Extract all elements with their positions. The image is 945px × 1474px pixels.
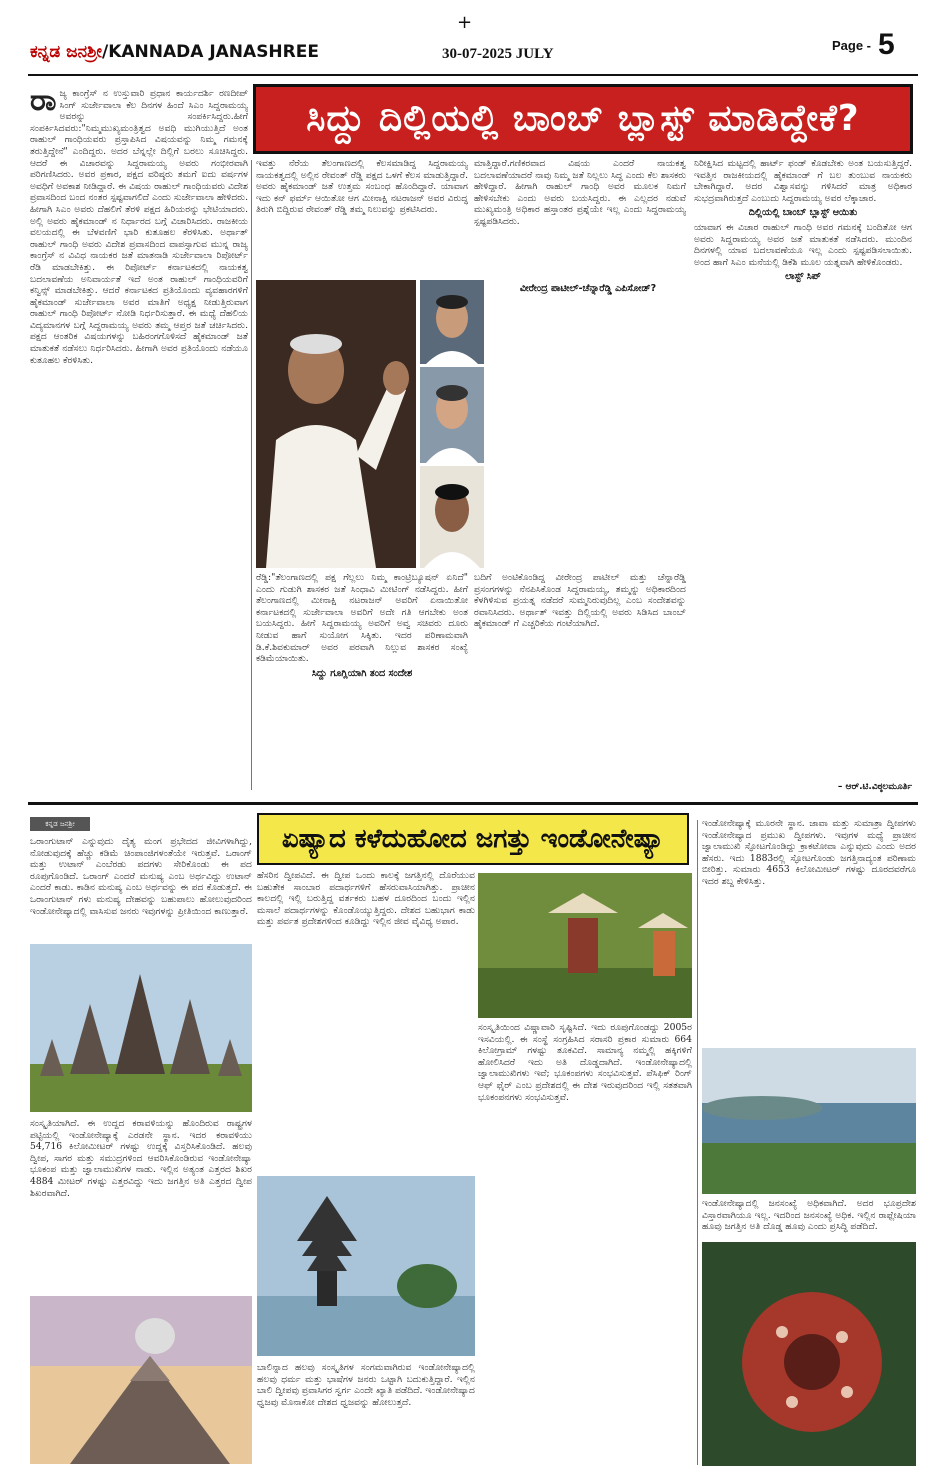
story2-col1-text: ಒರಾಂಗುಟಾನ್ ಎನ್ನುವುದು ದೈತ್ಯ ಮಂಗ ಪ್ರಭೇದದ ಜೀವಿಗಳಾಗಿದ್ದು, ನೋಡುವುದಕ್ಕೆ ಹೆಚ್ಚು ಕಡಿಮೆ ಚಿಂಪಾಂಜಿಗಳಂತೆಯೇ ಇರುತ್ತವೆ. ಒರಾಂಗ್ ಮತ್ತು ಉಟಾನ್ ಎಂಬೆರಡು ಪದಗಳು ಸೇರಿಕೊಂಡು ಈ ಪದ ರೂಪುಗೊಂಡಿದೆ. ಒರಾಂಗ್ ಎಂದರೆ ಮನುಷ್ಯ ಎಂಬ ಅರ್ಥವಿದ್ದು ಉಟಾನ್ ಎಂದರೆ ಕಾಡು. ಕಾಡಿನ ಮನುಷ್ಯ ಎಂಬ ಅರ್ಥವನ್ನು ಈ ಪದ ಕೊಡುತ್ತದೆ. ಈ ಒರಾಂಗುಟಾನ್ ಗಳು ಮನುಷ್ಯ ದೇಹವನ್ನು ಬಹುಪಾಲು ಹೋಲುವುದರಿಂದ ಇಂಡೋನೇಷ್ಯಾದಲ್ಲಿ ವಾಸಿಸುವ ಜನರು ಇವುಗಳನ್ನು ಪ್ರೀತಿಯಿಂದ ಕಾಣುತ್ತಾರೆ. [30,836,252,917]
story1-col4b-text: ಯಾವಾಗ ಈ ವಿಚಾರ ರಾಹುಲ್ ಗಾಂಧಿ ಅವರ ಗಮನಕ್ಕೆ ಬಂದಿತೋ ಆಗ ಅವರು ಸಿದ್ದರಾಮಯ್ಯ ಅವರ ಜತೆ ಮಾತುಕತೆ ನಡೆಸಿದರು. ಮುಂದಿನ ದಿನಗಳಲ್ಲಿ ಯಾವ ಬದಲಾವಣೆಯೂ ಇಲ್ಲ ಎಂದು ಸ್ಪಷ್ಟಪಡಿಸಲಾಯಿತು. ಅಂದ ಹಾಗೆ ಸಿಎಂ ಮನೆಯಲ್ಲಿ ಡಿಕೆಶಿ ಮೂಲ ಯತ್ನವಾಗಿ ಹೇಳಿಕೊಂಡರು. [694,221,912,268]
rafflesia-flower-photo [702,1242,916,1466]
story1-col2-text: ಇವತ್ತು ನೆರೆಯ ತೆಲಂಗಾಣದಲ್ಲಿ ಕೆಲಸಮಾಡಿದ್ದ ಸಿದ್ದರಾಮಯ್ಯ ನಾಯಕತ್ವದಲ್ಲಿ ಅಲ್ಲಿನ ರೇವಂತ್ ರೆಡ್ಡಿ ಪಕ್ಷದ ಒಳಗೆ ಕೆಲಸ ಮಾಡುತ್ತಿದ್ದಾರೆ. ಅವರು ಹೈಕಮಾಂಡ್ ಜತೆ ಉತ್ತಮ ಸಂಬಂಧ ಹೊಂದಿದ್ದಾರೆ. ಯಾವಾಗ ಇದು ಕನ್ ಫರ್ಮ್ ಆಯಿತೋ ಆಗ ಮೀನಾಕ್ಷಿ ನಟರಾಜನ್ ಅವರ ವಿರುದ್ಧ ತಿರುಗಿ ಬಿದ್ದಿರುವ ರೇವಂತ್ ರೆಡ್ಡಿ ತಮ್ಮ ನಿಲುವನ್ನು ಪ್ರಕಟಿಸಿದರು. [256,158,468,216]
story1-col2b-text: ರೆಡ್ಡಿ:"ತೆಲಂಗಾಣದಲ್ಲಿ ಪಕ್ಷ ಗೆಲ್ಲಲು ನಿಮ್ಮ ಕಾಂಟ್ರಿಬ್ಯೂಷನ್ ಏನಿದೆ" ಎಂದು ಗುಡುಗಿ ಶಾಸಕರ ಜತೆ ಸಿಂಧಾವಿ ಮೀಟಿಂಗ್ ನಡೆಸಿದ್ದರು. ಹೀಗೆ ತೆಲಂಗಾಣದಲ್ಲಿ ಮೀನಾಕ್ಷಿ ನಟರಾಜನ್ ಅವರಿಗೆ ಏನಾಯಿತೋ ಕರ್ನಾಟಕದಲ್ಲಿ ಸುರ್ಜೇವಾಲಾ ಅವರಿಗೆ ಅದೇ ಗತಿ ಆಗಬೇಕು ಅಂತ ಬಯಸಿದ್ದರು. ಹೀಗೆ ಸಿದ್ದರಾಮಯ್ಯ ಅವರಿಗೆ ಅವ್ವ ಸಚಿವರು ದೂರು ನೀಡುವ ಹಾಗೆ ಸುಯೋಗ ಸಿಕ್ಕಿತು. ಇದರ ಪರಿಣಾಮವಾಗಿ ಡಿ.ಕೆ.ಶಿವಕುಮಾರ್ ಅವರ ಪರವಾಗಿ ನಿಲ್ಲುವ ಶಾಸಕರ ಸಂಖ್ಯೆ ಕಡಿಮೆಯಾಯಿತು. [256,572,468,665]
rahul-gandhi-photo [420,367,484,463]
story1-col1-text: ಜ್ಯ ಕಾಂಗ್ರೆಸ್ ನ ಉಸ್ತುವಾರಿ ಪ್ರಧಾನ ಕಾರ್ಯದರ್ಶಿ ರಣದೀಪ್ ಸಿಂಗ್ ಸುರ್ಜೇವಾಲಾ ಕೆಲ ದಿನಗಳ ಹಿಂದೆ ಸಿಎಂ ಸಿದ್ದರಾಮಯ್ಯ ಅವರನ್ನು ಸಂಪರ್ಕಿಸಿದ್ದರು.ಹೀಗೆ ಸಂಪರ್ಕಿಸಿದವರು:"ನಿಮ್ಮಮುಖ್ಯಮಂತ್ರಿತ್ವದ ಅವಧಿ ಮುಗಿಯುತ್ತಿದೆ ಅಂತ ರಾಹುಲ್ ಗಾಂಧಿಯವರು ಪ್ರಸ್ತಾಪಿಸಿದ ವಿಷಯವನ್ನು ನಿಮ್ಮ ಗಮನಕ್ಕೆ ತರುತ್ತಿದ್ದೇನೆ" ಎಂದಿದ್ದರು. ಅದರ ಬೆನ್ನಲ್ಲೇ ದಿಲ್ಲಿಗೆ ಬರಲು ಸೂಚಿಸಿದ್ದರು. ಆದರೆ ಈ ವಿಚಾರವನ್ನು ಸಿದ್ದರಾಮಯ್ಯ ಅವರು ಗಂಭೀರವಾಗಿ ಪರಿಗಣಿಸಿದರು. ಅವರ ಪ್ರಕಾರ, ಪಕ್ಷದ ವರಿಷ್ಠರು ತಮಗೆ ಐದು ವರ್ಷಗಳ ಅವಧಿಗೆ ಅವಕಾಶ ನೀಡಿದ್ದಾರೆ. ಈ ವಿಷಯ ರಾಹುಲ್ ಗಾಂಧಿಯವರು ವಿದೇಶ ಪ್ರವಾಸದಿಂದ ಬಂದ ನಂತರ ಸ್ಪಷ್ಟವಾಗಲಿದೆ ಎಂದು ಸುರ್ಜೇವಾಲಾ ಹೇಳಿದರು. ಹೀಗಾಗಿ ಸಿಎಂ ಅವರು ದೆಹಲಿಗೆ ತೆರಳಿ ಪಕ್ಷದ ಹಿರಿಯರನ್ನು ಭೇಟಿಯಾದರು. ಅಲ್ಲಿ ಅವರು ಹೈಕಮಾಂಡ್ ನ ನಿರ್ಧಾರದ ಬಗ್ಗೆ ವಿಚಾರಿಸಿದರು. ರಾಜಕೀಯ ವಲಯದಲ್ಲಿ ಈ ಬೆಳವಣಿಗೆ ಭಾರಿ ಕುತೂಹಲ ಕೆರಳಿಸಿತು. ಅರ್ಥಾತ್ ರಾಹುಲ್ ಗಾಂಧಿ ಅವರು ವಿದೇಶ ಪ್ರವಾಸದಿಂದ ವಾಪಸ್ಸಾಗುವ ಮುನ್ನ ರಾಜ್ಯ ಕಾಂಗ್ರೆಸ್ ನ ವಿವಿಧ ನಾಯಕರ ಜತೆ ಮಾತನಾಡಿ ಸುರ್ಜೇವಾಲಾ ರಿಪೋರ್ಟ್ ರೆಡಿ ಮಾಡಬೇಕಿತ್ತು. ಈ ರಿಪೋರ್ಟ್ ಕರ್ನಾಟಕದಲ್ಲಿ ನಾಯಕತ್ವ ಬದಲಾವಣೆಯ ಅನಿವಾರ್ಯತೆ ಇದೆ ಅಂತ ರಾಹುಲ್ ಗಾಂಧಿಯವರಿಗೆ ಕನ್ವಿನ್ಸ್ ಮಾಡಬೇಕಿತ್ತು. ಆದರೆ ಕರ್ನಾಟಕದ ಪ್ರತಿಯೊಂದು ವ್ಯವಹಾರಗಳಿಗೆ ಹೈಕಮಾಂಡ್ ಸುರ್ಜೇವಾಲಾ ಅವರ ಮಾತಿಗೆ ಅಧ್ಯಕ್ಷ ನೀಡುತ್ತಿರುವಾಗ ರಾಹುಲ್ ಗಾಂಧಿ ರಿಪೋರ್ಟ್ ನೋಡಿ ನಿರ್ಧರಿಸುತ್ತಾರೆ. ಈ ಮಧ್ಯೆ ದೆಹಲಿಯ ವಿದ್ಯಮಾನಗಳ ಬಗ್ಗೆ ಸಿದ್ದರಾಮಯ್ಯ ಅವರು ತಮ್ಮ ಆಪ್ತರ ಜತೆ ಚರ್ಚಿಸಿದರು. ಪಕ್ಷದ ಆಂತರಿಕ ವಿಷಯಗಳನ್ನು ಬಹಿರಂಗಗೊಳಿಸದೆ ಹೈಕಮಾಂಡ್ ಜತೆ ಮಾತುಕತೆ ನಡೆಸಲು ನಿರ್ಧರಿಸಿದರು. ಹೀಗಾಗಿ ಅವರ ಪ್ರತಿಯೊಂದು ನಡೆಯೂ ಕುತೂಹಲ ಕೆರಳಿಸಿತು. [30,88,248,366]
page-label: Page - [832,38,872,53]
story2-column-3 [478,1022,692,1466]
story2-col1b-text: ಸಂಸ್ಕೃತಿಯಾಗಿದೆ. ಈ ಉದ್ದದ ಕರಾವಳಿಯನ್ನು ಹೊಂದಿರುವ ರಾಷ್ಟ್ರಗಳ ಪಟ್ಟಿಯಲ್ಲಿ ಇಂಡೋನೇಷ್ಯಾಕ್ಕೆ ಎರಡನೇ ಸ್ಥಾನ. ಇದರ ಕರಾವಳಿಯು 54,716 ಕಿಲೋಮೀಟರ್ ಗಳಷ್ಟು ಉದ್ದಕ್ಕೆ ವಿಸ್ತರಿಸಿಕೊಂಡಿದೆ. ಹಲವು ದ್ವೀಪ, ಸಾಗರ ಮತ್ತು ಸಮುದ್ರಗಳಿಂದ ಆವರಿಸಿಕೊಂಡಿರುವ ಇಂಡೋನೇಷ್ಯಾ ಭೂಕಂಪ ಮತ್ತು ಜ್ವಾಲಾಮುಖಿಗಳ ನಾಡು. ಇಲ್ಲಿನ ಅತ್ಯಂತ ಎತ್ತರದ ಶಿಖರ 4884 ಮೀಟರ್ ಗಳಷ್ಟು ಎತ್ತರವಿದ್ದು ಇದು ಜಗತ್ತಿನ ಅತಿ ಎತ್ತರದ ದ್ವೀಪ ಶಿಖರವಾಗಿದೆ. [30,1118,252,1199]
story1-column-3b [474,572,686,794]
story2-column-1b [30,1118,252,1290]
story2-column-2b [257,1362,475,1466]
logo-english: /KANNADA JANASHREE [101,42,319,62]
drop-cap: ರಾ [30,88,57,118]
story1-column-4 [694,158,912,798]
registration-mark: + [457,12,473,33]
story1-column-2 [256,158,468,276]
story2-col4b-text: ಇಂಡೋನೇಷ್ಯಾದಲ್ಲಿ ಜನಸಂಖ್ಯೆ ಅಧಿಕವಾಗಿದೆ. ಅದರ ಭೂಪ್ರದೇಶ ವಿಸ್ತಾರವಾಗಿಯೂ ಇಲ್ಲ. ಇದರಿಂದ ಜನಸಂಖ್ಯೆ ಅಧಿಕ. ಇಲ್ಲಿನ ರಾಫ್ಲೇಷಿಯಾ ಹೂವು ಜಗತ್ತಿನ ಅತಿ ದೊಡ್ಡ ಹೂವು ಎಂದು ಪ್ರಸಿದ್ಧಿ ಪಡೆದಿದೆ. [702,1198,916,1233]
issue-date: 30-07-2025 JULY [442,46,554,62]
story1-column-1 [30,88,248,788]
story2-column-4b [702,1198,916,1238]
subheading-last-sip: ಲಾಸ್ಟ್ ಸಿಪ್ [785,271,821,283]
story2-column-4 [702,818,916,1044]
subheading-googly: ಸಿದ್ದು ಗೂಗ್ಲಿಯಾಗಿ ತಂದ ಸಂದೇಶ [311,667,413,679]
story2-column-2 [257,870,475,1170]
story2-column-1 [30,836,252,940]
column-rule [697,820,698,1465]
story2-col2-text: ಹೆಸರಿನ ದ್ವೀಪವಿದೆ. ಈ ದ್ವೀಪ ಒಂದು ಕಾಲಕ್ಕೆ ಜಗತ್ತಿನಲ್ಲಿ ದೊರೆಯುವ ಬಹುತೇಕ ಸಾಂಬಾರ ಪದಾರ್ಥಗಳಿಗೆ ಹೆಸರುವಾಸಿಯಾಗಿತ್ತು. ಪ್ರಾಚೀನ ಕಾಲದಲ್ಲಿ ಇಲ್ಲಿ ಬರುತ್ತಿದ್ದ ವರ್ತಕರು ಬಹಳ ದೂರದಿಂದ ಬಂದು ಇಲ್ಲಿನ ಮಸಾಲೆ ಪದಾರ್ಥಗಳನ್ನು ಕೊಂಡೊಯ್ಯುತ್ತಿದ್ದರು. ದೇಶದ ಬಹುಭಾಗ ಕಾಡು ಮತ್ತು ಪರ್ವತ ಪ್ರದೇಶಗಳಿಂದ ಕೂಡಿದ್ದು ಇಲ್ಲಿನ ಜೀವ ವೈವಿಧ್ಯ ಅಪಾರ. [257,870,475,928]
logo-kannada: ಕನ್ನಡ ಜನಶ್ರೀ [30,42,102,62]
lake-toba-photo [702,1048,916,1194]
masthead [30,28,920,72]
story2-col2b-text: ಬಾಲಿನ್ನಾದ ಹಲವು ಸಂಸ್ಕೃತಿಗಳ ಸಂಗಮವಾಗಿರುವ ಇಂಡೋನೇಷ್ಯಾದಲ್ಲಿ ಹಲವು ಧರ್ಮ ಮತ್ತು ಭಾಷೆಗಳ ಜನರು ಒಟ್ಟಾಗಿ ಬದುಕುತ್ತಿದ್ದಾರೆ. ಇಲ್ಲಿನ ಬಾಲಿ ದ್ವೀಪವು ಪ್ರವಾಸಿಗರ ಸ್ವರ್ಗ ಎಂದೇ ಖ್ಯಾತಿ ಪಡೆದಿದೆ. ಇಂಡೋನೇಷ್ಯಾದ ಧ್ವಜವು ಮೊನಾಕೋ ದೇಶದ ಧ್ವಜವನ್ನು ಹೋಲುತ್ತದೆ. [257,1362,475,1408]
surjewala-photo [420,280,484,364]
story2-headline: ಏಷ್ಯಾದ ಕಳೆದುಹೋದ ಜಗತ್ತು ಇಂಡೋನೇಷ್ಯಾ [257,813,689,865]
story1-column-3 [474,158,686,276]
story1-column-2b [256,572,468,794]
subheading-delhi-bomb: ದಿಲ್ಲಿಯಲ್ಲಿ ಬಾಂಬ್ ಬ್ಲಾಸ್ಟ್ ಆಯಿತು [748,207,858,219]
volcano-photo [30,1296,252,1464]
siddaramaiah-photo [256,280,416,568]
masthead-logo [30,42,319,62]
bali-temple-photo [257,1176,475,1356]
column-rule [251,160,252,790]
story2-col4-text: ಇಂಡೋನೇಷ್ಯಾಕ್ಕೆ ಮೂರನೇ ಸ್ಥಾನ. ಜಾವಾ ಮತ್ತು ಸುಮಾತ್ರಾ ದ್ವೀಪಗಳು ಇಂಡೋನೇಷ್ಯಾದ ಪ್ರಮುಖ ದ್ವೀಪಗಳು. ಇವುಗಳ ಮಧ್ಯೆ ಪ್ರಾಚೀನ ಜ್ವಾಲಾಮುಖಿ ಸ್ಫೋಟಗೊಂಡಿದ್ದು ಕ್ರಾಕಟೋವಾ ಎನ್ನುವುದು ಎಂದು ಅದರ ಹೆಸರು. ಇದು 1883ರಲ್ಲಿ ಸ್ಫೋಟಗೊಂಡು ಜಗತ್ತಿನಾದ್ಯಂತ ಪರಿಣಾಮ ಬೀರಿತ್ತು. ಸುಮಾರು 4653 ಕಿಲೋಮೀಟರ್ ಗಳಷ್ಟು ದೂರದವರೆಗೂ ಇದರ ಶಬ್ದ ಕೇಳಿಸಿತ್ತು. [702,818,916,887]
story1-col3b-text: ಬದಿಗೆ ಅಂಟಿಕೊಂಡಿದ್ದ ವೀರೇಂದ್ರ ಪಾಟೀಲ್ ಮತ್ತು ಚೆನ್ನಾರೆಡ್ಡಿ ಪ್ರಸಂಗಗಳನ್ನು ನೆನಪಿಸಿಕೊಂಡ ಸಿದ್ದರಾಮಯ್ಯ, ತಮ್ಮನ್ನು ಅಧಿಕಾರದಿಂದ ಕೆಳಗಿಳಿಸುವ ಪ್ರಯತ್ನ ನಡೆದರೆ ಸುಮ್ಮನಿರುವುದಿಲ್ಲ ಎಂಬ ಸಂದೇಶವನ್ನು ರವಾನಿಸಿದರು. ಅರ್ಥಾತ್ ಇವತ್ತು ದಿಲ್ಲಿಯಲ್ಲಿ ಅವರು ಸಿಡಿಸಿದ ಬಾಂಬ್ ಹೈಕಮಾಂಡ್ ಗೆ ಎಚ್ಚರಿಕೆಯ ಗಂಟೆಯಾಗಿದೆ. [474,572,686,630]
story1-column-3-upper [488,280,688,565]
prambanan-temple-photo [30,944,252,1112]
story-divider [28,802,918,805]
story1-col3-text: ಮಾತ್ತಿದ್ದಾರೆ.ಗಣಿಕರವಾದ ವಿಷಯ ಎಂದರೆ ನಾಯಕತ್ವ ಬದಲಾವಣೆಯಾದರೆ ನಾವು ನಿಮ್ಮ ಜತೆ ನಿಲ್ಲಲು ಸಿದ್ಧ ಎಂದು ಕೆಲ ಶಾಸಕರು ಹೇಳಿದ್ದಾರೆ. ಹೀಗಾಗಿ ರಾಹುಲ್ ಗಾಂಧಿ ಅವರ ಮೂಲಕ ನಿಮಗೆ ಹೇಳಿಸಬೇಕು ಎಂದು ಅವರು ಬಯಸಿದ್ದರು. ಈ ಎಲ್ಲದರ ನಡುವೆ ಮುಖ್ಯಮಂತ್ರಿ ಅಧಿಕಾರ ಹಸ್ತಾಂತರ ಪ್ರಶ್ನೆಯೇ ಇಲ್ಲ ಎಂದು ಸಿದ್ದರಾಮಯ್ಯ ಸ್ಪಷ್ಟಪಡಿಸಿದರು. [474,158,686,227]
dk-shivakumar-photo [420,466,484,568]
rice-farmers-photo [478,873,692,1018]
story1-byline: – ಆರ್.ಟಿ.ವಿಠ್ಠಲಮೂರ್ತಿ [837,782,912,792]
story1-headline: ಸಿದ್ದು ದಿಲ್ಲಿಯಲ್ಲಿ ಬಾಂಬ್ ಬ್ಲಾಸ್ಟ್ ಮಾಡಿದ್ದೇಕೆ? [253,84,913,154]
section-tag: ಕನ್ನಡ ಜನಶ್ರೀ [30,817,90,831]
subheading-veerendra-patil: ವೀರೇಂದ್ರ ಪಾಟೀಲ್-ಚೆನ್ನಾರೆಡ್ಡಿ ಎಪಿಸೋಡ್? [519,283,657,294]
story2-col3-text: ಸಂಸ್ಕೃತಿಯಿಂದ ವಿಷ್ಣಾವಾರಿ ಸೃಷ್ಟಿಸಿದೆ. ಇದು ರೂಪುಗೊಂಡದ್ದು 2005ರ ಇಸವಿಯಲ್ಲಿ. ಈ ಸಂಸ್ಥೆ ಸಂಗ್ರಹಿಸಿದ ಸರಾಸರಿ ಪ್ರಕಾರ ಸುಮಾರು 664 ಕಿಲೋಗ್ರಾಮ್ ಗಳಷ್ಟು ತೂಕವಿದೆ. ಸಾಮಾನ್ಯ ನಮ್ಮಲ್ಲಿ ಹಕ್ಕಿಗಳಿಗೆ ಹೋಲಿಸಿದರೆ ಇದು ಅತಿ ದೊಡ್ಡದಾಗಿದೆ. ಇಂಡೋನೇಷ್ಯಾದಲ್ಲಿ ಜ್ವಾಲಾಮುಖಿಗಳು ಇವೆ; ಭೂಕಂಪಗಳು ಸಂಭವಿಸುತ್ತವೆ. ಪೆಸಿಫಿಕ್ ರಿಂಗ್ ಆಫ್ ಫೈರ್ ಎಂಬ ಪ್ರದೇಶದಲ್ಲಿ ಈ ದೇಶ ಇರುವುದರಿಂದ ಇಲ್ಲಿ ಸತತವಾಗಿ ಭೂಕಂಪನಗಳು ಸಂಭವಿಸುತ್ತವೆ. [478,1022,692,1103]
header-divider [28,74,918,76]
page-number: 5 [878,28,895,61]
story1-col4-text: ನಿರೀಕ್ಷಿಸಿದ ಮಟ್ಟದಲ್ಲಿ ಹಾರ್ಟ್ ಫಂಡ್ ಕೊಡಬೇಕು ಅಂತ ಬಯಸುತ್ತಿದ್ದರೆ. ಇವತ್ತಿನ ರಾಜಕೀಯದಲ್ಲಿ ಹೈಕಮಾಂಡ್ ಗೆ ಬಲ ತುಂಬುವ ನಾಯಕರು ಬೇಕಾಗಿದ್ದಾರೆ. ಅದರ ವಿಶ್ವಾಸವನ್ನು ಗಳಿಸಿದರೆ ಮಾತ್ರ ಅಧಿಕಾರ ಸುಭದ್ರವಾಗಿರುತ್ತದೆ ಎಂಬುದು ಸಿದ್ದರಾಮಯ್ಯ ಅವರ ಲೆಕ್ಕಾಚಾರ. [694,158,912,204]
